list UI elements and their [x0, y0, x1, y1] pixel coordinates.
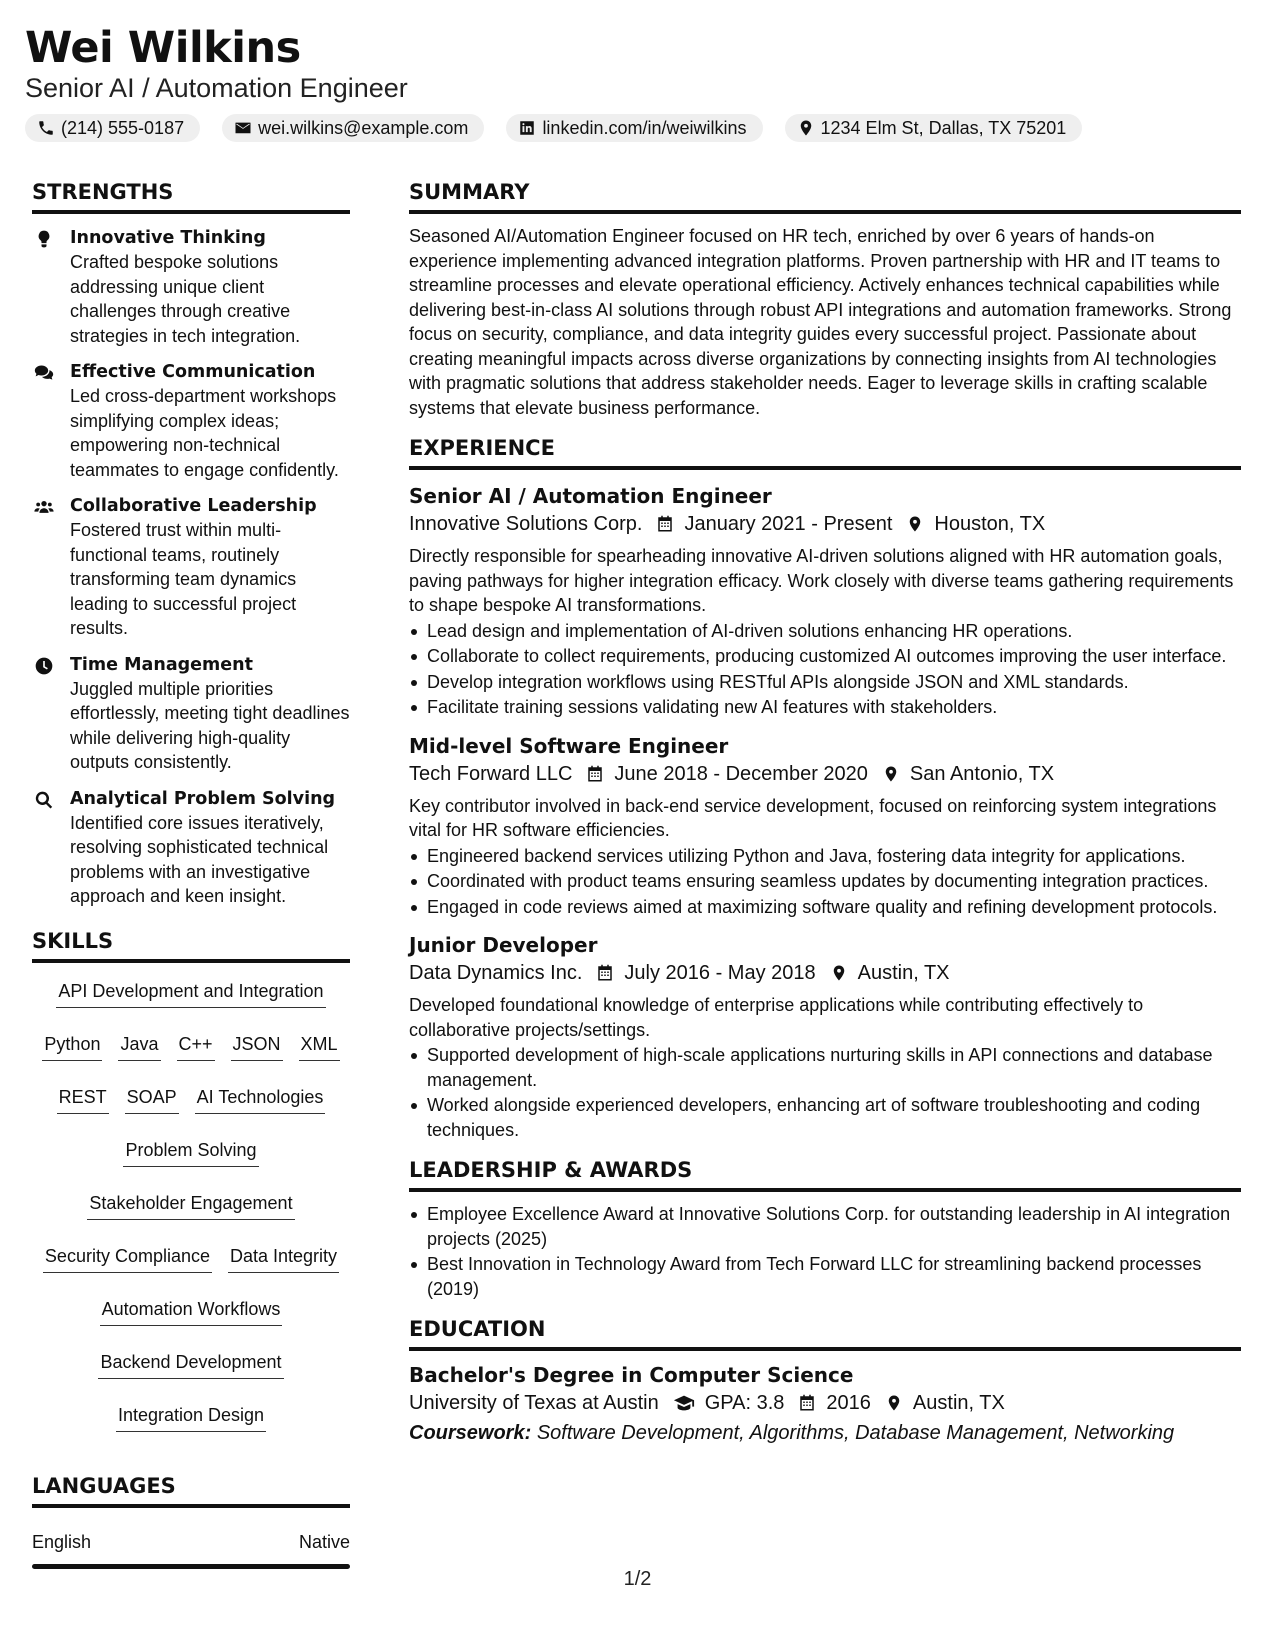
award-item: Employee Excellence Award at Innovative Solutions Corp. for outstanding leadership in AI integration projects (2025): [409, 1202, 1241, 1251]
school-location: Austin, TX: [912, 1392, 1005, 1414]
calendar-icon: [586, 765, 604, 783]
map-pin-icon: [797, 119, 815, 137]
contact-address: [785, 114, 1083, 142]
resume-header: [25, 22, 1245, 142]
skill-tag: Integration Design: [116, 1403, 266, 1432]
job-bullet: Coordinated with product teams ensuring seamless updates by documenting integration practices.: [409, 869, 1241, 894]
job-entry: [409, 482, 1241, 720]
skill-tag: Problem Solving: [123, 1138, 258, 1167]
candidate-title: Senior AI / Automation Engineer: [25, 73, 408, 103]
candidate-name: Wei Wilkins: [25, 23, 301, 73]
strength-item: [32, 653, 350, 775]
job-bullet: Supported development of high-scale applications nurturing skills in API connections and database management.: [409, 1043, 1241, 1092]
job-location: Houston, TX: [934, 513, 1046, 535]
job-meta: [409, 510, 1241, 538]
job-bullet: Worked alongside experienced developers, enhancing art of software troubleshooting and coding techniques.: [409, 1093, 1241, 1142]
job-bullet: Facilitate training sessions validating new AI features with stakeholders.: [409, 695, 1241, 720]
job-meta: [409, 760, 1241, 788]
strength-title: Time Management: [70, 654, 253, 675]
job-description: Directly responsible for spearheading innovative AI-driven solutions aligned with HR automation goals, paving pathways for higher integration efficacy. Work closely with diverse teams gathering requirements to shape bespoke AI transformations.: [409, 546, 1234, 615]
language-level: Native: [298, 1531, 350, 1552]
lightbulb-icon: [34, 229, 54, 249]
awards-heading: LEADERSHIP & AWARDS: [409, 1156, 1241, 1192]
strength-title: Analytical Problem Solving: [70, 788, 336, 809]
job-description: Key contributor involved in back-end service development, focused on reinforcing system integrations vital for HR software efficiencies.: [409, 795, 1217, 840]
job-company: Tech Forward LLC: [409, 762, 573, 785]
contact-address-text: 1234 Elm St, Dallas, TX 75201: [820, 118, 1067, 138]
language-row: [32, 1530, 350, 1554]
strength-title: Effective Communication: [70, 362, 316, 382]
strength-item: [32, 787, 350, 909]
strength-description: Led cross-department workshops simplifying complex ideas; empowering non-technical teammates to engage confidently.: [70, 386, 339, 480]
job-company: Data Dynamics Inc.: [409, 962, 583, 984]
contact-phone[interactable]: [25, 114, 200, 142]
strength-item: [32, 494, 350, 641]
language-name: English: [32, 1531, 92, 1552]
contact-email-text: wei.wilkins@example.com: [258, 118, 469, 138]
skill-tag: SOAP: [125, 1085, 179, 1114]
job-dates: June 2018 - December 2020: [614, 762, 868, 785]
languages-heading: LANGUAGES: [32, 1472, 350, 1508]
coursework-list: Software Development, Algorithms, Database Management, Networking: [536, 1422, 1175, 1444]
skill-tag: Data Integrity: [228, 1244, 339, 1273]
job-meta: [409, 959, 1241, 987]
skill-tag: C++: [177, 1032, 215, 1061]
skill-tag: Stakeholder Engagement: [87, 1191, 294, 1220]
contact-linkedin-text: linkedin.com/in/weiwilkins: [542, 118, 747, 138]
job-company: Innovative Solutions Corp.: [409, 513, 643, 535]
job-entry: [409, 732, 1241, 920]
gpa: GPA: 3.8: [704, 1392, 785, 1414]
skill-tag: Python: [42, 1032, 102, 1061]
search-icon: [34, 790, 54, 810]
skill-tag: XML: [299, 1032, 340, 1061]
map-pin-icon: [885, 1394, 903, 1412]
coursework: [409, 1419, 1241, 1447]
graduation-cap-icon: [673, 1392, 695, 1414]
calendar-icon: [798, 1394, 816, 1412]
strengths-heading: STRENGTHS: [32, 178, 350, 214]
strengths-list: [32, 226, 350, 909]
right-column: [409, 178, 1241, 1447]
clock-icon: [34, 656, 54, 676]
contact-phone-text: (214) 555-0187: [61, 118, 185, 138]
summary-heading: SUMMARY: [409, 178, 1241, 214]
skill-tag: AI Technologies: [195, 1085, 326, 1114]
job-bullet: Engaged in code reviews aimed at maximizing software quality and refining development protocols.: [409, 895, 1241, 920]
job-title: Mid-level Software Engineer: [409, 733, 729, 758]
skill-tag: Security Compliance: [43, 1244, 212, 1273]
skill-tag: JSON: [231, 1032, 283, 1061]
job-location: Austin, TX: [857, 962, 950, 984]
coursework-label: Coursework:: [409, 1422, 532, 1444]
job-location: San Antonio, TX: [909, 762, 1055, 785]
strength-title: Collaborative Leadership: [70, 496, 317, 516]
contact-email[interactable]: [222, 114, 484, 142]
degree-title: Bachelor's Degree in Computer Science: [409, 1363, 854, 1387]
job-bullet: Lead design and implementation of AI-driven solutions enhancing HR operations.: [409, 619, 1241, 644]
strength-title: Innovative Thinking: [70, 228, 266, 248]
strength-description: Identified core issues iteratively, resolving sophisticated technical problems with an investigative approach and keen insight.: [70, 812, 329, 906]
job-dates: January 2021 - Present: [684, 513, 893, 535]
skill-tag: API Development and Integration: [56, 979, 325, 1008]
job-bullets: [409, 844, 1241, 920]
calendar-icon: [596, 964, 614, 982]
summary-text: Seasoned AI/Automation Engineer focused on HR tech, enriched by over 6 years of hands-on experience implementing advanced integration platforms. Proven partnership with HR and IT teams to streamline processes and elevate operational efficiency. Actively enhances technical capabilities while delivering best-in-class AI solutions through robust API integrations and automation frameworks. Strong focus on security, compliance, and data integrity guides every successful project. Passionate about creating meaningful impacts across diverse organizations by connecting insights from AI technologies with pragmatic solutions that address stakeholder needs. Eager to leverage skills in crafting scalable systems that elevate business performance.: [409, 226, 1232, 418]
job-dates: July 2016 - May 2018: [624, 962, 816, 984]
education-heading: EDUCATION: [409, 1315, 1241, 1351]
contact-linkedin[interactable]: [506, 114, 762, 142]
comments-icon: [34, 363, 54, 383]
job-bullet: Collaborate to collect requirements, producing customized AI outcomes improving the user interface.: [409, 644, 1241, 669]
users-icon: [34, 497, 54, 517]
job-title: Senior AI / Automation Engineer: [409, 484, 772, 508]
calendar-icon: [656, 515, 674, 533]
page-number: 1/2: [623, 1568, 652, 1590]
job-description: Developed foundational knowledge of enterprise applications while contributing effectively to collaborative projects/settings.: [409, 995, 1144, 1040]
job-entry: [409, 931, 1241, 1142]
awards-list: [409, 1202, 1241, 1301]
education-entry: [409, 1361, 1241, 1447]
job-bullet: Engineered backend services utilizing Python and Java, fostering data integrity for applications.: [409, 844, 1241, 869]
map-pin-icon: [906, 515, 924, 533]
skill-tag: Backend Development: [98, 1350, 283, 1379]
contact-bar: [25, 114, 1245, 142]
skills-list: [32, 979, 350, 1432]
school-name: University of Texas at Austin: [409, 1392, 659, 1414]
map-pin-icon: [830, 964, 848, 982]
education-meta: [409, 1389, 1241, 1417]
skill-tag: Java: [118, 1032, 160, 1061]
linkedin-icon: [518, 119, 536, 137]
award-item: Best Innovation in Technology Award from Tech Forward LLC for streamlining backend processes (2019): [409, 1252, 1241, 1301]
job-bullet: Develop integration workflows using RESTful APIs alongside JSON and XML standards.: [409, 670, 1241, 695]
envelope-icon: [234, 119, 252, 137]
strength-description: Fostered trust within multi-functional teams, routinely transforming team dynamics leading to successful project results.: [70, 520, 297, 638]
skill-tag: REST: [57, 1085, 109, 1114]
skills-heading: SKILLS: [32, 927, 350, 963]
strength-description: Crafted bespoke solutions addressing unique client challenges through creative strategies in tech integration.: [70, 252, 301, 346]
job-bullets: [409, 1043, 1241, 1142]
strength-item: [32, 360, 350, 482]
left-column: [32, 178, 350, 1569]
experience-heading: EXPERIENCE: [409, 434, 1241, 470]
map-pin-icon: [882, 765, 900, 783]
strength-item: [32, 226, 350, 348]
skill-tag: Automation Workflows: [100, 1297, 283, 1326]
phone-icon: [37, 119, 55, 137]
job-bullets: [409, 619, 1241, 720]
graduation-year: 2016: [826, 1392, 871, 1414]
strength-description: Juggled multiple priorities effortlessly, meeting tight deadlines while delivering high-quality outputs consistently.: [70, 678, 350, 772]
job-title: Junior Developer: [409, 933, 598, 957]
